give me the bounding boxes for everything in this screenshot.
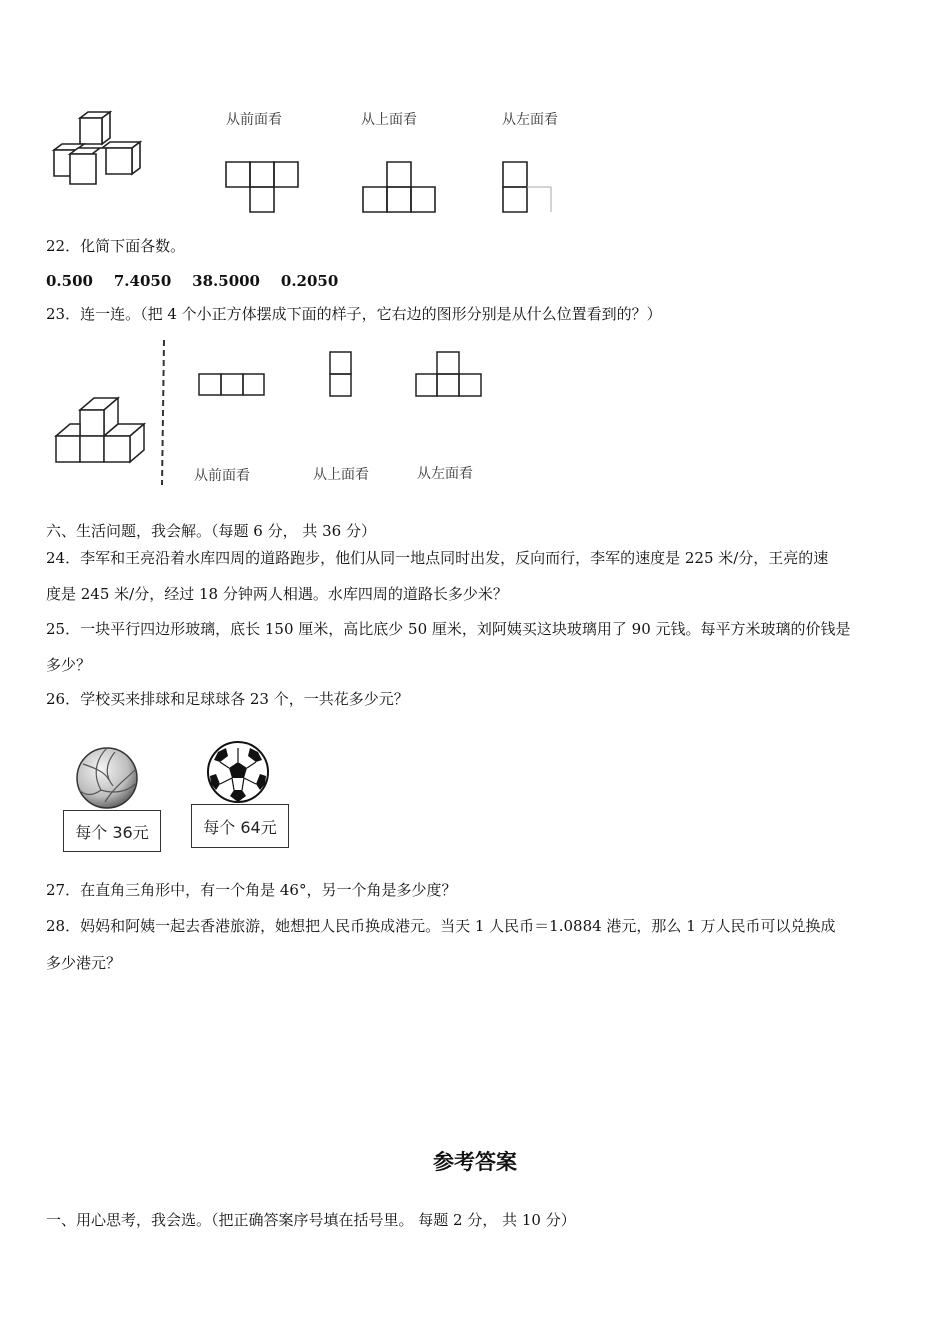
q21-cube-drawing [50,110,150,190]
q21-caption-top: 从上面看 [361,112,417,128]
volleyball-icon [75,746,139,810]
q28-line-1: 28．妈妈和阿姨一起去香港旅游，她想把人民币换成港元。当天 1 人民币＝1.0884 港元，那么 1 万人民币可以兑换成 [46,917,836,935]
section-6-title: 六、生活问题，我会解。（每题 6 分， 共 36 分） [46,522,376,540]
q24-line-1: 24．李军和王亮沿着水库四周的道路跑步，他们从同一地点同时出发，反向而行，李军的速度是 225 米/分，王亮的速 [46,549,829,567]
q23-prompt: 23．连一连。（把 4 个小正方体摆成下面的样子，它右边的图形分别是从什么位置看到的？） [46,305,662,323]
q21-caption-front: 从前面看 [226,112,282,128]
q23-cube-drawing [52,396,152,466]
q23-view-column-of-two [329,351,353,397]
q23-caption-top: 从上面看 [313,467,369,483]
answers-heading: 参考答案 [433,1150,517,1174]
q21-left-view [503,162,553,212]
q22-prompt: 22．化简下面各数。 [46,237,186,255]
q21-front-view [226,162,301,212]
q24-line-2: 度是 245 米/分，经过 18 分钟两人相遇。水库四周的道路长多少米？ [46,585,508,603]
q23-dashed-divider [160,340,168,485]
q21-top-view [363,162,438,212]
q21-caption-left: 从左面看 [502,112,558,128]
soccer-ball-icon [206,740,270,804]
volleyball-price-label: 每个 36元 [63,810,161,852]
q23-caption-front: 从前面看 [194,468,250,484]
answers-section-1: 一、用心思考，我会选。（把正确答案序号填在括号里。 每题 2 分， 共 10 分） [46,1211,576,1229]
q26-prompt: 26．学校买来排球和足球球各 23 个，一共花多少元？ [46,690,409,708]
q23-caption-left: 从左面看 [417,466,473,482]
soccer-price-label: 每个 64元 [191,804,289,848]
q28-line-2: 多少港元？ [46,954,122,972]
q25-line-2: 多少？ [46,656,92,674]
q23-view-t-shape [415,351,483,397]
q22-numbers: 0.500 7.4050 38.5000 0.2050 [46,272,339,290]
q27-prompt: 27．在直角三角形中，有一个角是 46°，另一个角是多少度？ [46,881,457,899]
q23-view-row-of-three [198,373,266,397]
q25-line-1: 25．一块平行四边形玻璃，底长 150 厘米，高比底少 50 厘米，刘阿姨买这块玻璃用了 90 元钱。每平方米玻璃的价钱是 [46,620,851,638]
